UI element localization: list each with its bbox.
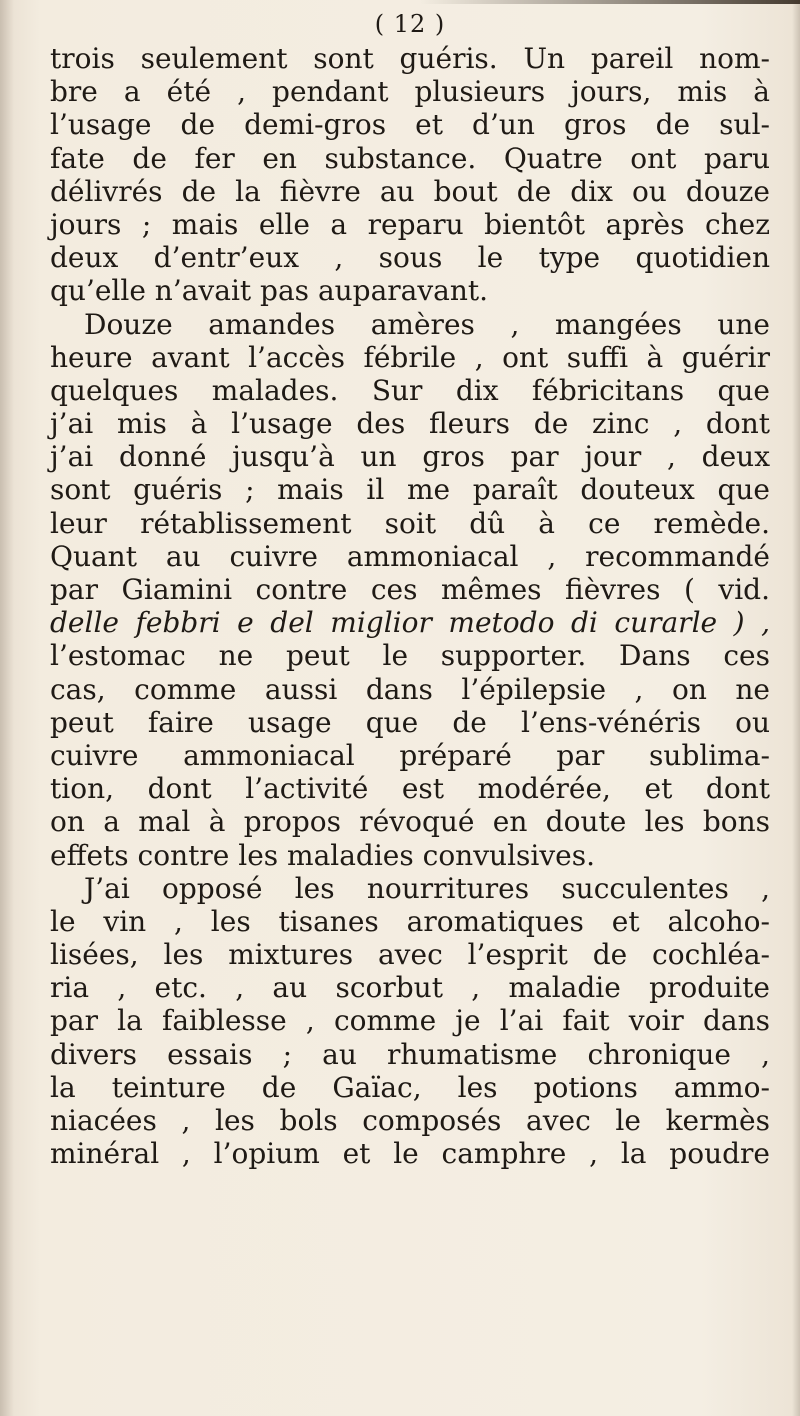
text-line: divers essais ; au rhumatisme chronique , (50, 1037, 770, 1071)
text-line: la teinture de Gaïac, les potions ammo- (50, 1070, 770, 1104)
text-line: lisées, les mixtures avec l’esprit de cochléa- (50, 938, 770, 972)
text-line: peut faire usage que de l’ens-vénéris ou (50, 705, 770, 739)
italic-citation-line: delle febbri e del miglior metodo di curarle ) , (50, 606, 770, 640)
text-line: heure avant l’accès fébrile , ont suffi à guérir (50, 340, 770, 374)
text-line: l’usage de demi-gros et d’un gros de sul- (50, 108, 770, 142)
page-top-edge (420, 0, 800, 4)
page-number: ( 12 ) (374, 10, 446, 38)
page-gutter-shadow (0, 0, 14, 1416)
text-line: Quant au cuivre ammoniacal , recommandé (50, 539, 770, 573)
text-line: sont guéris ; mais il me paraît douteux que (50, 473, 770, 507)
text-line: bre a été , pendant plusieurs jours, mis à (50, 75, 770, 109)
text-line: ria , etc. , au scorbut , maladie produite (50, 971, 770, 1005)
text-line: délivrés de la fièvre au bout de dix ou douze (50, 174, 770, 208)
text-line: niacées , les bols composés avec le kermès (50, 1104, 770, 1137)
text-line: l’estomac ne peut le supporter. Dans ces (50, 639, 770, 673)
text-line: cas, comme aussi dans l’épilepsie , on ne (50, 672, 770, 706)
text-line: on a mal à propos révoqué en doute les bons (50, 805, 770, 839)
text-line: tion, dont l’activité est modérée, et dont (50, 772, 770, 806)
text-line: trois seulement sont guéris. Un pareil nom- (50, 42, 770, 75)
text-line: cuivre ammoniacal préparé par sublima- (50, 738, 770, 772)
text-line: j’ai donné jusqu’à un gros par jour , deux (50, 440, 770, 474)
text-line: deux d’entr’eux , sous le type quotidien (50, 241, 770, 275)
text-line: fate de fer en substance. Quatre ont paru (50, 141, 770, 175)
text-line: j’ai mis à l’usage des fleurs de zinc , dont (50, 407, 770, 441)
text-line: par Giamini contre ces mêmes fièvres ( vid. (50, 573, 770, 606)
text-line: jours ; mais elle a reparu bientôt après chez (50, 207, 770, 241)
paragraph-first-line: J’ai opposé les nourritures succulentes , (84, 871, 770, 905)
text-line: quelques malades. Sur dix fébricitans que (50, 373, 770, 407)
text-line: leur rétablissement soit dû à ce remède. (50, 506, 770, 540)
paragraph-first-line: Douze amandes amères , mangées une (84, 307, 770, 341)
text-line: effets contre les maladies convulsives. (50, 838, 596, 872)
text-line: le vin , les tisanes aromatiques et alcoho- (50, 904, 770, 938)
text-line: par la faiblesse , comme je l’ai fait voir dans (50, 1004, 770, 1038)
page-right-edge (792, 0, 800, 1416)
text-line: minéral , l’opium et le camphre , la poudre (50, 1137, 770, 1171)
body-text (50, 42, 770, 1170)
text-line: qu’elle n’avait pas auparavant. (50, 274, 489, 308)
